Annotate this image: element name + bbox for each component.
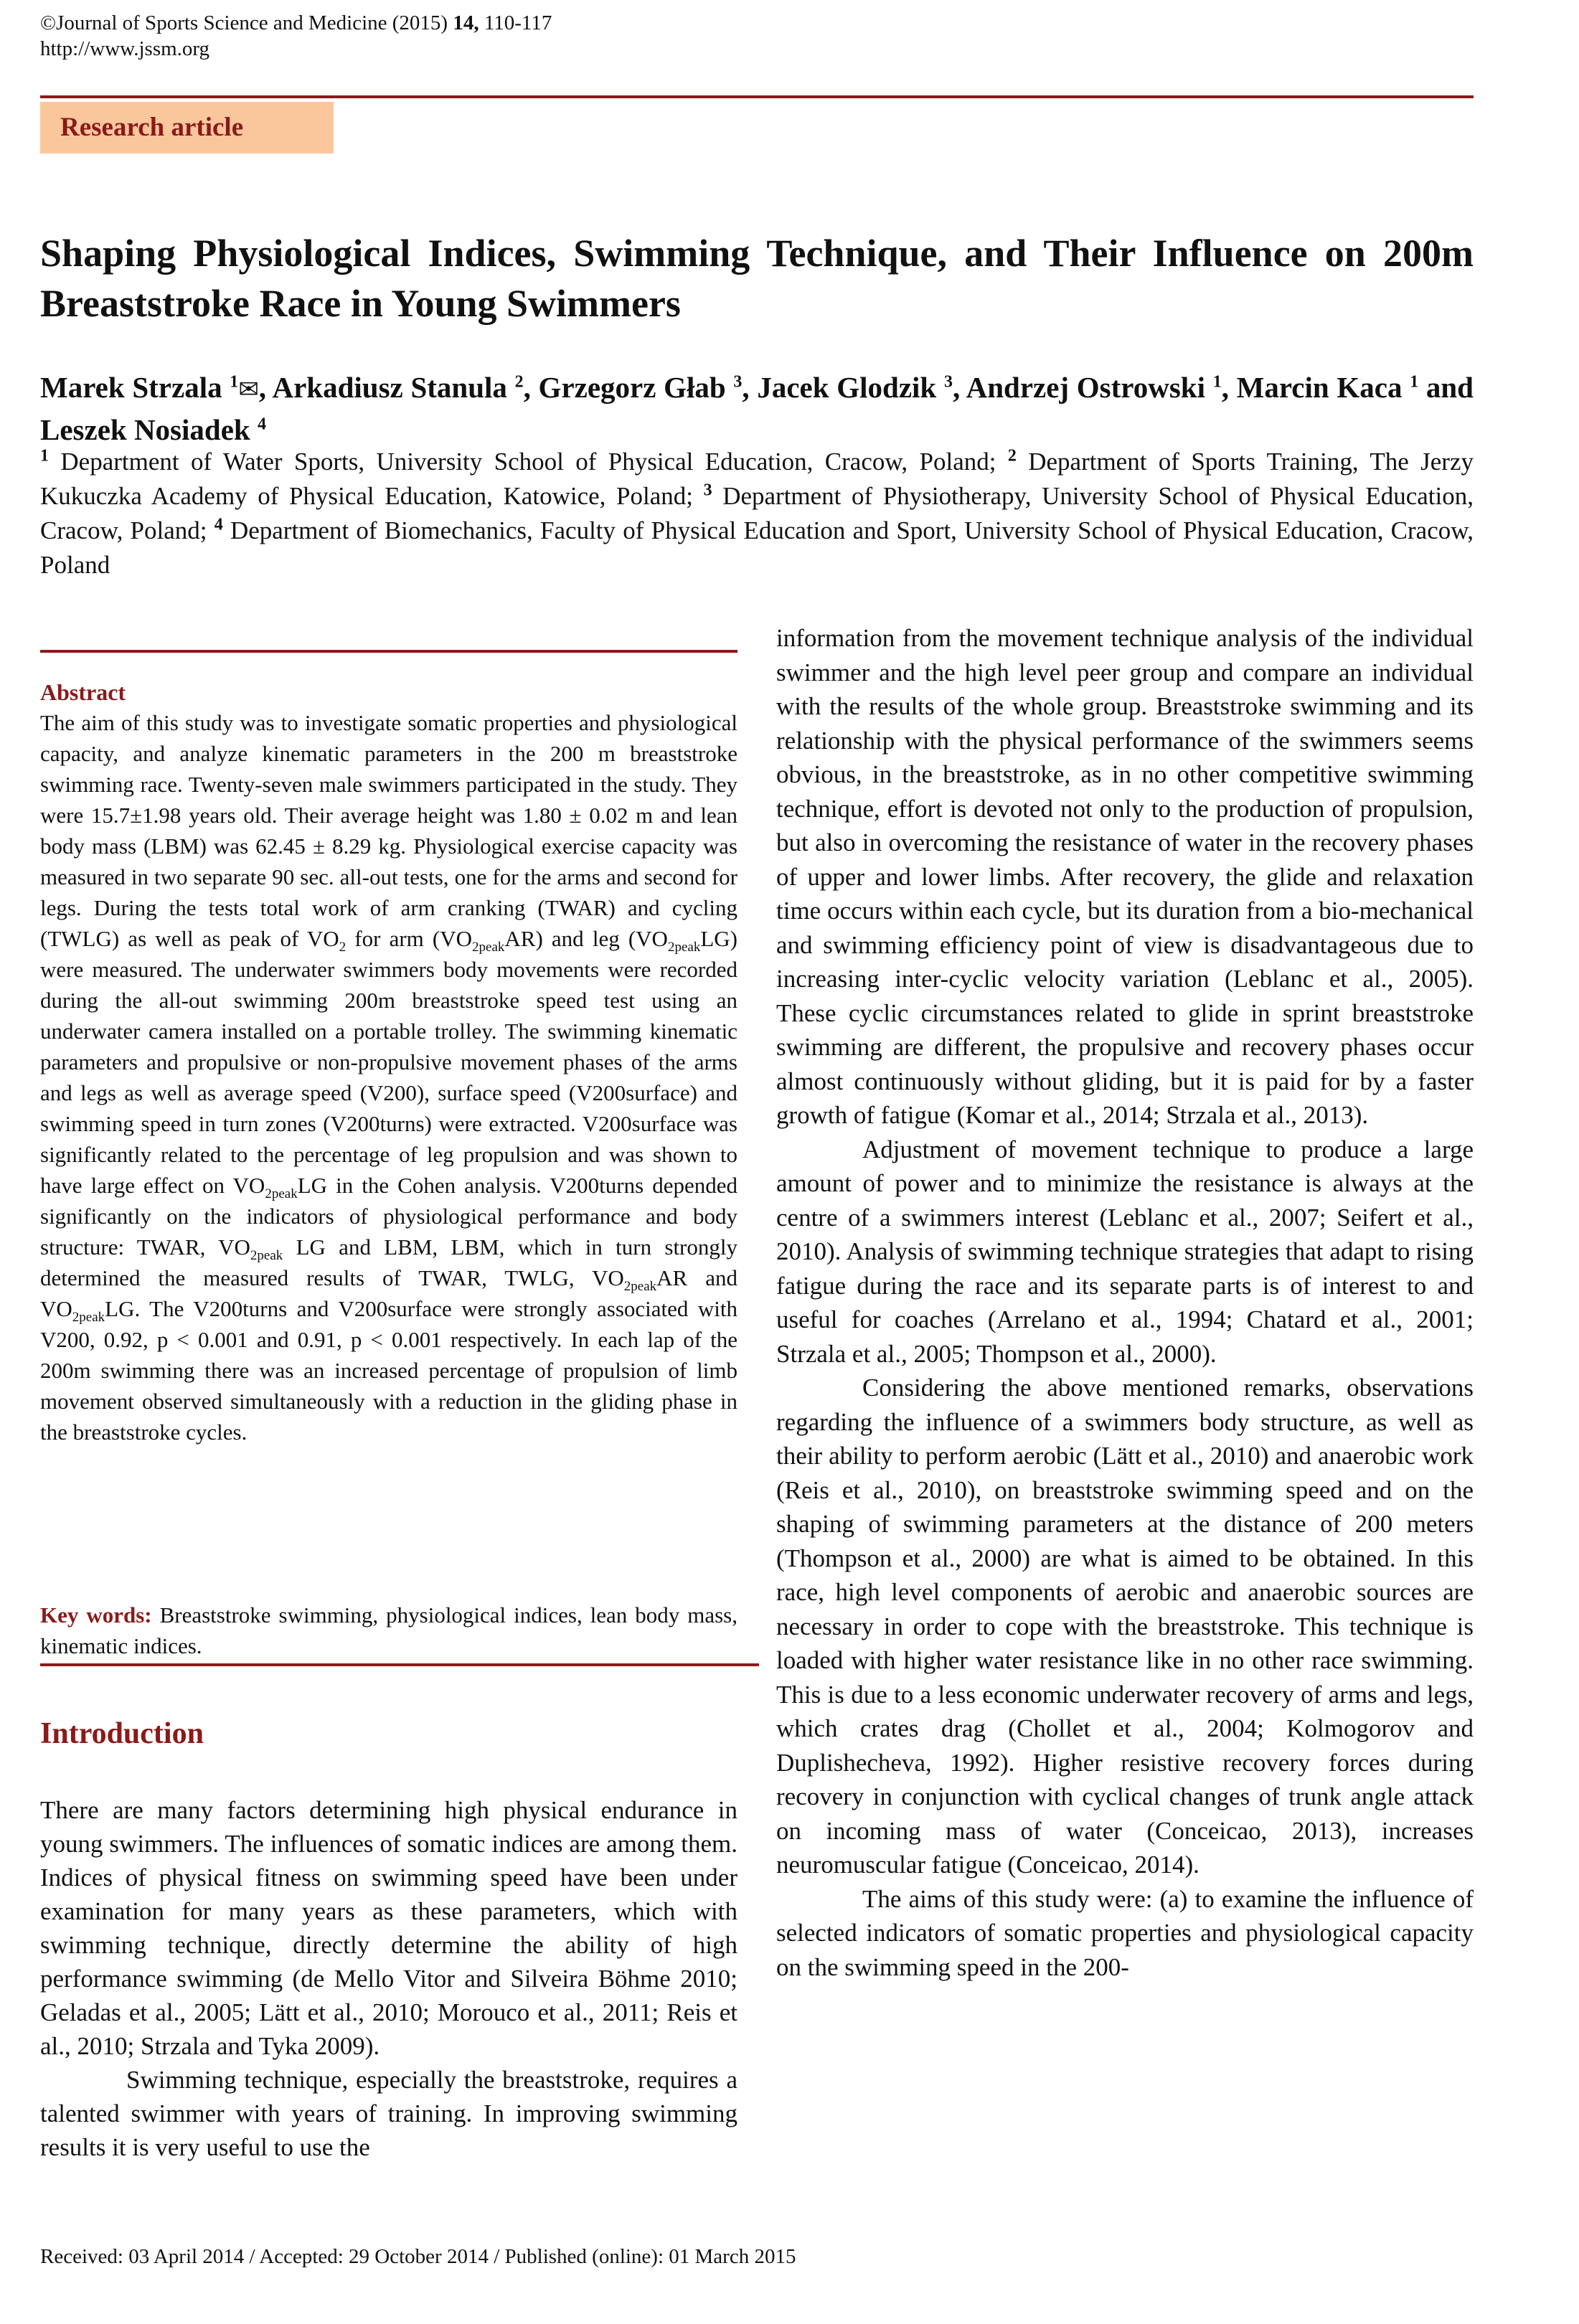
paragraph: There are many factors determining high physical endurance in young swimmers. The influences of somatic indices are among them. Indices of physical fitness on swimming speed have been under examination for many years as these parameters, which with swimming technique, directly determine the ability of high performance swimming (de Mello Vitor and Silveira Böhme 2010; Geladas et al., 2005; Lätt et al., 2010; Morouco et al., 2011; Reis et al., 2010; Strzala and Tyka 2009). bbox=[40, 1796, 737, 2060]
paragraph: The aims of this study were: (a) to examine the influence of selected indicators of somatic properties and physiological capacity on the swimming speed in the 200- bbox=[776, 1884, 1474, 1981]
abstract-chunk: LG and LBM, LBM, which in turn strongly determined the measured results of TWAR, TWLG, VO bbox=[40, 1234, 737, 1290]
header-rule bbox=[40, 95, 1474, 98]
author-sup: 2 bbox=[514, 372, 524, 392]
author-sep: , bbox=[742, 371, 758, 404]
author-name: Marek Strzala bbox=[40, 371, 230, 404]
paragraph: Considering the above mentioned remarks, observations regarding the influence of a swimmers body structure, as well as their ability to perform aerobic (Lätt et al., 2010) and anaerobic work (Reis et al., 2010), on breaststroke swimming speed and on the shaping of swimming parameters at the distance of 200 meters (Thompson et al., 2000) are what is aimed to be obtained. In this race, high level components of aerobic and anaerobic sources are necessary in order to cope with the breaststroke. This technique is loaded with higher water resistance like in no other race swimming. This is due to a less economic underwater recovery of arms and legs, which crates drag (Chollet et al., 2004; Kolmogorov and Duplishecheva, 1992). Higher resistive recovery forces during recovery in conjunction with cyclical changes of trunk angle attack on incoming mass of water (Conceicao, 2013), increases neuromuscular fatigue (Conceicao, 2014). bbox=[776, 1374, 1474, 1879]
author-name: Marcin Kaca bbox=[1236, 371, 1410, 404]
affil-text: Department of Biomechanics, Faculty of Physical Education and Sport, University School of Physical Education, Cracow, Poland bbox=[40, 516, 1474, 579]
abstract-chunk: LG. The V200turns and V200surface were strongly associated with V200, 0.92, p < 0.001 and 0.91, p < 0.001 respectively. In each lap of the 200m swimming there was an increased percentage of propulsion of limb movement observed simultaneously with a reduction in the gliding phase in the breaststroke cycles. bbox=[40, 1296, 737, 1445]
keywords-text: Breaststroke swimming, physiological indices, lean body mass, kinematic indices. bbox=[40, 1602, 737, 1658]
author-sep: , bbox=[1221, 371, 1237, 404]
journal-citation: ©Journal of Sports Science and Medicine (2015) bbox=[40, 11, 453, 34]
keywords-label: Key words: bbox=[40, 1602, 152, 1628]
journal-url[interactable]: http://www.jssm.org bbox=[40, 37, 210, 60]
affil-sup: 3 bbox=[703, 481, 712, 500]
affil-text: Department of Sports Training, The Jerzy Kukuczka Academy of Physical Education, Katowice, Poland; bbox=[40, 448, 1474, 510]
affil-sup: 1 bbox=[40, 446, 49, 466]
subscript: 2 bbox=[339, 940, 347, 955]
affil-sup: 4 bbox=[214, 515, 223, 534]
author-name: Grzegorz Głab bbox=[538, 371, 734, 404]
abstract-heading: Abstract bbox=[40, 679, 126, 705]
author-list bbox=[40, 367, 1474, 450]
subscript: 2peak bbox=[265, 1186, 298, 1202]
subscript: 2peak bbox=[250, 1248, 283, 1264]
keywords-rule bbox=[40, 1663, 759, 1666]
subscript: 2peak bbox=[472, 940, 505, 955]
author-sup: 4 bbox=[257, 415, 266, 434]
author-name: Arkadiusz Stanula bbox=[272, 371, 515, 404]
mail-icon[interactable]: ✉ bbox=[238, 375, 259, 404]
author-sup: 1 bbox=[1212, 372, 1222, 392]
abstract-chunk: The aim of this study was to investigate somatic properties and physiological capacity, and analyze kinematic parameters in the 200 m breaststroke swimming race. Twenty-seven male swimmers participated in the study. They were 15.7±1.98 years old. Their average height was 1.80 ± 0.02 m and lean body mass (LBM) was 62.45 ± 8.29 kg. Physiological exercise capacity was measured in two separate 90 sec. all-out tests, one for the arms and second for legs. During the tests total work of arm cranking (TWAR) and cycling (TWLG) as well as peak of VO bbox=[40, 710, 737, 951]
affil-sup: 2 bbox=[1007, 446, 1017, 466]
abstract-text bbox=[40, 710, 737, 1445]
author-name: Andrzej Ostrowski bbox=[966, 371, 1213, 404]
paragraph: Swimming technique, especially the breaststroke, requires a talented swimmer with years of training. In improving swimming results it is very useful to use the bbox=[40, 2066, 737, 2161]
paragraph: Adjustment of movement technique to produce a large amount of power and to minimize the resistance is always at the centre of a swimmers interest (Leblanc et al., 2007; Seifert et al., 2010). Analysis of swimming technique strategies that adapt to rising fatigue during the race and its separate parts is of interest to and useful for coaches (Arrelano et al., 1994; Chatard et al., 2001; Strzala et al., 2005; Thompson et al., 2000). bbox=[776, 1135, 1474, 1368]
abstract-chunk: for arm (VO bbox=[346, 926, 473, 951]
abstract-section bbox=[40, 677, 737, 1447]
keywords bbox=[40, 1600, 737, 1661]
author-sup: 3 bbox=[733, 372, 743, 392]
subscript: 2peak bbox=[72, 1310, 105, 1326]
abstract-chunk: AR) and leg (VO bbox=[504, 926, 668, 951]
journal-pages: 110-117 bbox=[479, 11, 552, 34]
affil-text: Department of Water Sports, University School of Physical Education, Cracow, Poland; bbox=[49, 448, 1008, 476]
subscript: 2peak bbox=[667, 940, 701, 955]
author-name: Jacek Glodzik bbox=[757, 371, 944, 404]
author-sup: 1 bbox=[1410, 372, 1419, 392]
author-sep: , bbox=[952, 371, 966, 404]
affil-text: Department of Physiotherapy, University School of Physical Education, Cracow, Poland; bbox=[40, 482, 1474, 544]
author-sup: 3 bbox=[943, 372, 953, 392]
author-sep: and bbox=[1418, 371, 1474, 404]
abstract-chunk: AR and VO bbox=[40, 1265, 737, 1321]
abstract-chunk: LG in the Cohen analysis. V200turns depended significantly on the indicators of physiological performance and body structure: TWAR, VO bbox=[40, 1173, 737, 1260]
journal-volume: 14, bbox=[453, 11, 479, 34]
abstract-chunk: LG) were measured. The underwater swimmers body movements were recorded during the all-out swimming 200m breaststroke speed test using an underwater camera installed on a portable trolley. The swimming kinematic parameters and propulsive or non-propulsive movement phases of the arms and legs as well as average speed (V200), surface speed (V200surface) and swimming speed in turn zones (V200turns) were extracted. V200surface was significantly related to the percentage of leg propulsion and was shown to have large effect on VO bbox=[40, 926, 737, 1198]
paper-title: Shaping Physiological Indices, Swimming Technique, and Their Influence on 200m Breaststroke Race in Young Swimmers bbox=[40, 232, 1474, 325]
author-sep: , bbox=[523, 371, 539, 404]
abstract-rule bbox=[40, 650, 737, 653]
introduction-body bbox=[40, 1793, 737, 2164]
affiliations bbox=[40, 445, 1474, 582]
right-column bbox=[776, 621, 1474, 1984]
author-name: Leszek Nosiadek bbox=[40, 413, 258, 446]
introduction-heading: Introduction bbox=[40, 1717, 204, 1750]
received-footer: Received: 03 April 2014 / Accepted: 29 October 2014 / Published (online): 01 March 2015 bbox=[40, 2245, 796, 2268]
article-type-badge: Research article bbox=[40, 102, 334, 153]
paragraph: information from the movement technique analysis of the individual swimmer and the high level peer group and compare an individual with the results of the whole group. Breaststroke swimming and its relationship with the physical performance of the swimmers seems obvious, in the breaststroke, as in no other competitive swimming technique, effort is devoted not only to the production of propulsion, but also in overcoming the resistance of water in the recovery phases of upper and lower limbs. After recovery, the glide and relaxation time occurs within each cycle, but its duration from a bio-mechanical and swimming efficiency point of view is disadvantageous due to increasing inter-cyclic velocity variation (Leblanc et al., 2005). These cyclic circumstances related to glide in sprint breaststroke swimming are different, the propulsive and recovery phases occur almost continuously without gliding, but it is paid for by a faster growth of fatigue (Komar et al., 2014; Strzala et al., 2013). bbox=[776, 624, 1474, 1129]
author-sep: , bbox=[258, 371, 273, 404]
subscript: 2peak bbox=[623, 1279, 657, 1295]
author-sup: 1 bbox=[230, 372, 239, 392]
journal-header bbox=[40, 10, 552, 62]
